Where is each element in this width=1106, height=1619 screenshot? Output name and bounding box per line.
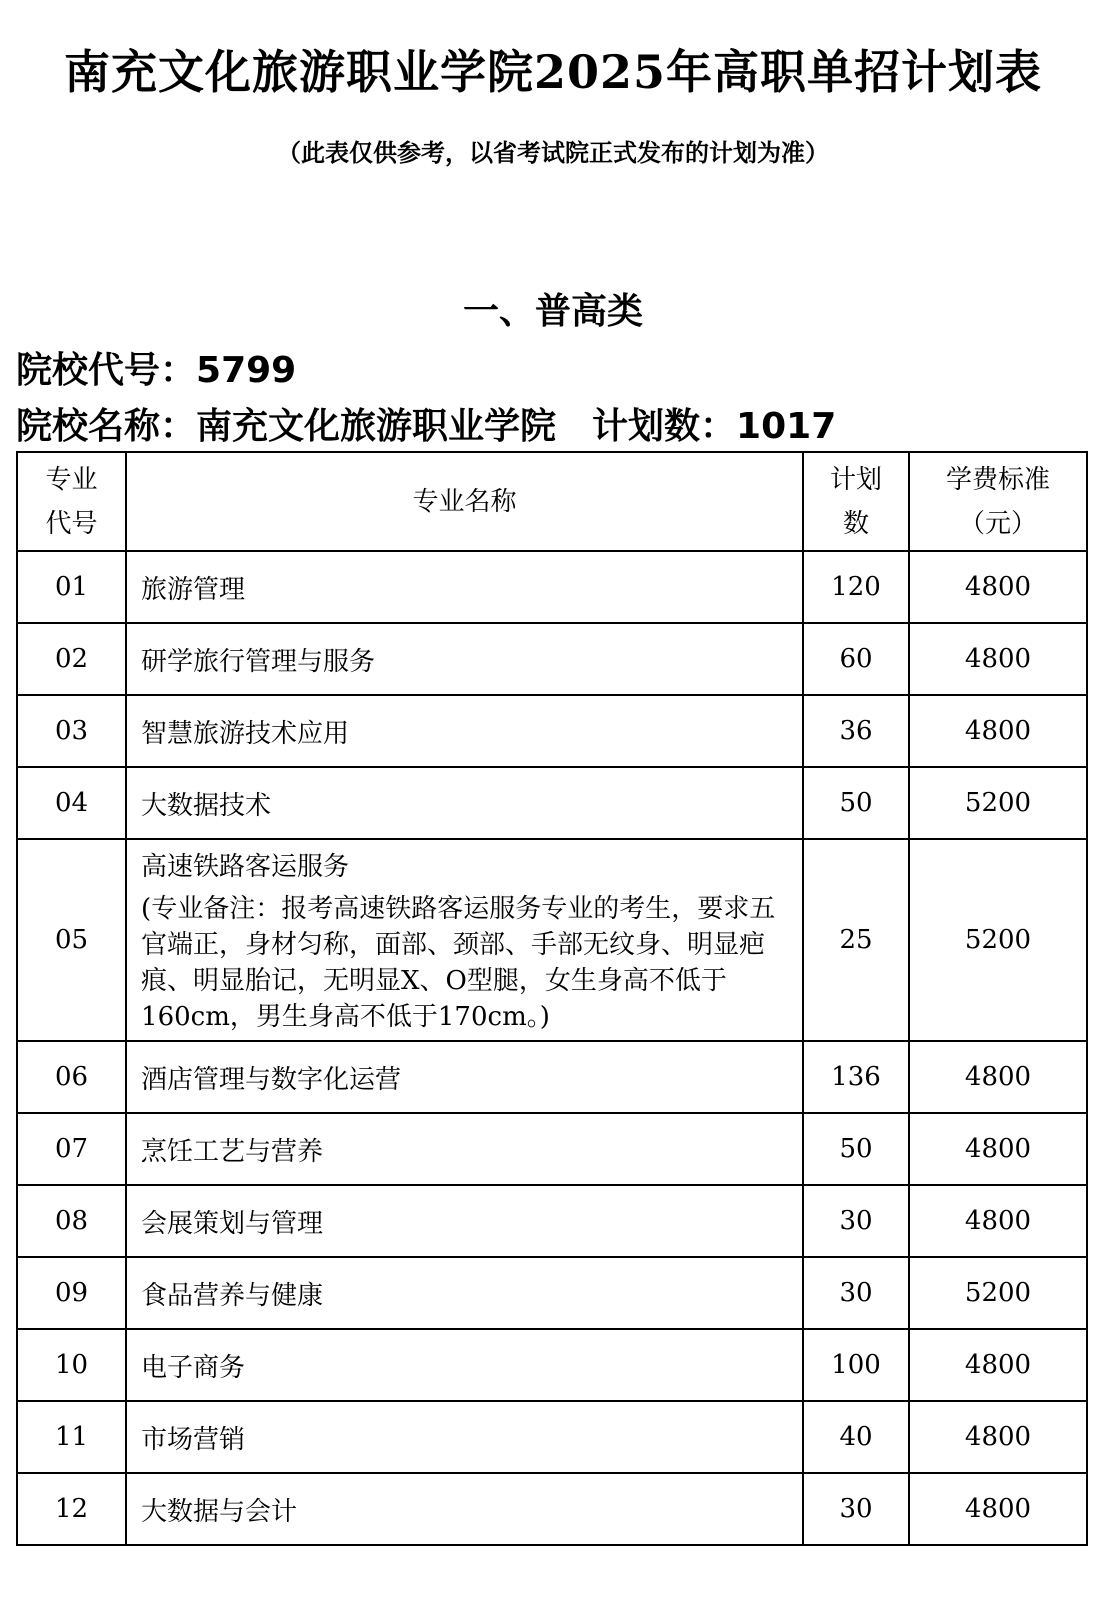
cell-fee: 4800: [909, 1329, 1087, 1401]
cell-fee: 4800: [909, 1401, 1087, 1473]
school-code-line: [16, 342, 296, 393]
cell-name: 酒店管理与数字化运营: [126, 1041, 803, 1113]
table-row: [17, 623, 1087, 695]
header-major-code: 专业 代号: [17, 452, 126, 551]
cell-code: 02: [17, 623, 126, 695]
table-row: [17, 1257, 1087, 1329]
header-plan-count: 计划 数: [803, 452, 909, 551]
table-row: [17, 1401, 1087, 1473]
cell-plan: 50: [803, 767, 909, 839]
table-row: [17, 1113, 1087, 1185]
cell-code: 08: [17, 1185, 126, 1257]
major-note: (专业备注：报考高速铁路客运服务专业的考生，要求五官端正，身材匀称，面部、颈部、手部无纹身、明显疤痕、明显胎记，无明显X、O型腿，女生身高不低于160cm，男生身高不低于170cm。): [141, 893, 776, 1032]
cell-fee: 5200: [909, 767, 1087, 839]
cell-code: 12: [17, 1473, 126, 1545]
cell-code: 01: [17, 551, 126, 623]
cell-code: 06: [17, 1041, 126, 1113]
cell-code: 07: [17, 1113, 126, 1185]
cell-fee: 4800: [909, 1113, 1087, 1185]
cell-plan: 60: [803, 623, 909, 695]
cell-plan: 50: [803, 1113, 909, 1185]
table-row: [17, 551, 1087, 623]
section-title: 一、普高类: [462, 291, 643, 332]
table-row: [17, 1185, 1087, 1257]
cell-plan: 136: [803, 1041, 909, 1113]
cell-name: 烹饪工艺与营养: [126, 1113, 803, 1185]
table-row: [17, 1041, 1087, 1113]
cell-name: 电子商务: [126, 1329, 803, 1401]
header-major-name: 专业名称: [126, 452, 803, 551]
enrollment-plan-table: [16, 451, 1088, 1546]
cell-fee: 4800: [909, 551, 1087, 623]
cell-plan: 25: [803, 839, 909, 1041]
cell-fee: 5200: [909, 1257, 1087, 1329]
cell-fee: 4800: [909, 1185, 1087, 1257]
cell-name: 大数据技术: [126, 767, 803, 839]
cell-plan: 36: [803, 695, 909, 767]
cell-code: 04: [17, 767, 126, 839]
page-subtitle: （此表仅供参考，以省考试院正式发布的计划为准）: [277, 139, 829, 167]
cell-code: 09: [17, 1257, 126, 1329]
cell-name: 高速铁路客运服务: [141, 851, 350, 882]
table-row: [17, 1329, 1087, 1401]
cell-name: 旅游管理: [126, 551, 803, 623]
school-name-line: [16, 398, 836, 449]
cell-fee: 4800: [909, 1473, 1087, 1545]
cell-fee: 4800: [909, 1041, 1087, 1113]
cell-name: 研学旅行管理与服务: [126, 623, 803, 695]
table-row: [17, 767, 1087, 839]
cell-code: 11: [17, 1401, 126, 1473]
table-row: [17, 1473, 1087, 1545]
school-name-value: 南充文化旅游职业学院: [196, 406, 557, 447]
cell-code: 03: [17, 695, 126, 767]
cell-name: 大数据与会计: [126, 1473, 803, 1545]
page-title: 南充文化旅游职业学院2025年高职单招计划表: [63, 45, 1043, 99]
header-tuition: 学费标准 （元）: [909, 452, 1087, 551]
cell-fee: 5200: [909, 839, 1087, 1041]
cell-plan: 30: [803, 1473, 909, 1545]
cell-name: 市场营销: [126, 1401, 803, 1473]
plan-total-value: 1017: [736, 406, 837, 447]
cell-plan: 120: [803, 551, 909, 623]
school-code-value: 5799: [196, 350, 297, 391]
table-row: [17, 695, 1087, 767]
cell-plan: 30: [803, 1185, 909, 1257]
cell-name: 食品营养与健康: [126, 1257, 803, 1329]
cell-code: 10: [17, 1329, 126, 1401]
cell-plan: 30: [803, 1257, 909, 1329]
cell-code: 05: [17, 839, 126, 1041]
cell-plan: 40: [803, 1401, 909, 1473]
cell-fee: 4800: [909, 695, 1087, 767]
cell-name-with-note: [126, 839, 803, 1041]
cell-plan: 100: [803, 1329, 909, 1401]
table-row: [17, 839, 1087, 1041]
cell-name: 会展策划与管理: [126, 1185, 803, 1257]
cell-name: 智慧旅游技术应用: [126, 695, 803, 767]
school-name-label: 院校名称：: [16, 406, 197, 447]
cell-fee: 4800: [909, 623, 1087, 695]
table-header-row: [17, 452, 1087, 551]
school-code-label: 院校代号：: [16, 350, 197, 391]
plan-total-label: 计划数：: [592, 406, 737, 447]
